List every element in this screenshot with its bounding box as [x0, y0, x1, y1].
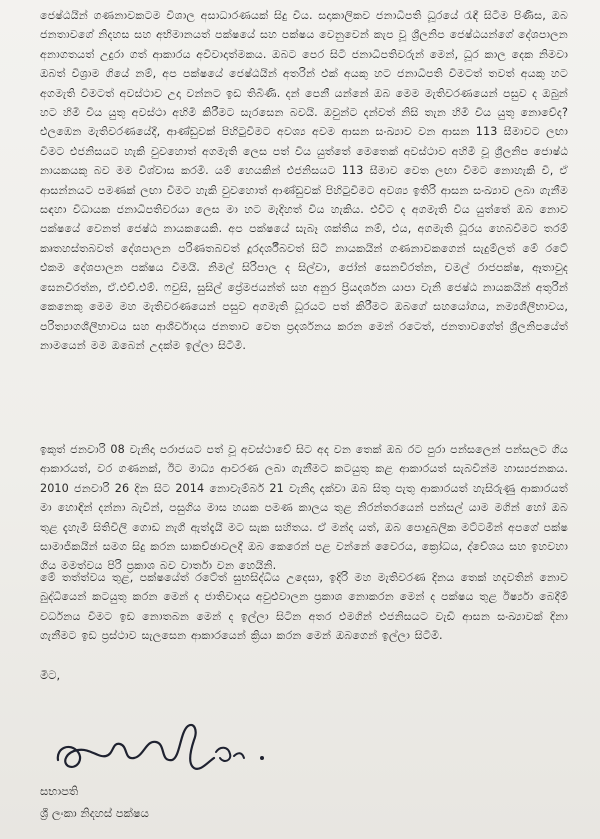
handwritten-signature	[48, 712, 288, 782]
letter-paragraph-2: ඉකුත් ජනවාරි 08 වැනිදා පරාජයට පත් වූ අවස්ථාවේ සිට අද වන තෙක් ඔබ රට පුරා පන්සලෙන් පන්සලට ගිය ආකාරයත්, වර ගණනක්, ඊට මාධ්‍ය ආවරණ ලබා ගැනීමට කටයුතු කළ ආකාරයත් සැබවින්ම හාස්‍යජනකය. 2010 ජනවාරි 26 දින සිට 2014 නොවැම්බර් 21 වැනිදා දක්වා ඔබ සිතු පැතු ආකාරයත් හැසිරුණු ආකාරයත් මා හොඳින් දන්නා බැවින්, පසුගිය මාස හයක පමණ කාලය තුළ නිරන්තරයෙන් පන්සල් යාම මගින් හෝ ඔබ තුළ දැහැමි සිතිවිලි ගොඩ නැගී ඇත්දැයි මට සැක සහිතය. ඒ මන්ද යත්, ඔබ පොදුබලික මට්ටමින් අපගේ පක්ෂ සාමාජිකයින් සමග සිදු කරන සාකච්ඡාවලදී ඔබ කෙරෙන් පළ වන්නේ වෛරය, ක්‍රෝධය, ද්වේශය සහ ඉහවහා ගිය මමත්වය පිරි ප්‍රකාශ බව වාර්තා වන හෙයිනි.	[40, 443, 568, 573]
letter-paragraph-3: මේ තත්ත්වය තුළ, පක්ෂයේත් රටේත් සුභසිද්ධිය උදෙසා, ඉදිරි මහ මැතිවරණ දිනය තෙක් හදවතින් නොව බුද්ධියෙන් කටයුතු කරන මෙන් ද ජාතිවාදය අවුළුවාලන ප්‍රකාශ නොකරන මෙන් ද පක්ෂය තුළ ඊර්ෂ්‍යා බෙදීම් වර්ධනය වීමට ඉඩ නොතබන මෙන් ද ඉල්ලා සිටින අතර එමගින් එජනිසයට වැඩි ආසන සංඛ්‍යාවක් දිනා ගැනීමට ඉඩ ප්‍රස්ථාව සැලසෙන ආකාරයෙන් ක්‍රියා කරන මෙන් ඔබගෙන් ඉල්ලා සිටිමි.	[40, 571, 568, 643]
organization-name: ශ්‍රී ලංකා නිදහස් පක්ෂය	[40, 806, 149, 820]
closing-line: මීට,	[40, 668, 61, 682]
signatory-title: සභාපති	[40, 784, 79, 798]
letter-paragraph-1: ජෙෂ්ඨයින් ගණනාවකටම විශාල අසාධාරණයක් සිදු විය. සදාකාලිකව ජනාධිපති ධූරයේ රැඳී සිටීම පිණිස, ඔබ ජනතාවගේ නිදහස සහ අභිමානයත් පක්ෂයේ සහ පක්ෂය වෙනුවෙන් කැප වූ ශ්‍රීලනිප ජෙෂ්ඨයන්ගේ දේශපාලන අනාගතයත් උදුරා ගත් ආකාරය අවිවාදාත්මකය. ඔබට පෙර සිටි ජනාධිපතිවරුන් මෙන්, ධූර කාල දෙක නිමවා ඔබත් විශ්‍රාම ගියේ නම්, අප පක්ෂයේ ජෙෂ්ඨයින් අතරින් එක් අයකු හට ජනාධිපති විමටත් තවත් අයකු හට අගමැති විමටත් අවස්ථාව උදා වන්නට ඉඩ තිබිණි. දන් පෙනී යන්නේ ඔබ මෙම මැතිවරණයෙන් පසුව ද ඔබුන් හට හිමි විය යුතු අවස්ථා අහිමි කිරීමට සැරසෙන බවයි. ඔවුන්ට දන්වත් නිසි තැන හිමි විය යුතු නොවේද? එලඹෙන මැතිවරණයේදී, ආණ්ඩුවක් පිහිටුවීමට අවශ්‍ය අවම ආසන සංඛ්‍යාව වන ආසන 113 සීමාවට ලඟා වීමට එජනිසයට හැකි වුවහොත් අගමැති ලෙස පත් විය යුත්තේ මෙතෙක් අවස්ථාව අහිමි වූ ශ්‍රීලනිප ජොෂ්ඨ නායකයකු බව මම විශ්වාස කරමි. යම් හෙයකින් එජනිසයට 113 සීමාව වෙත ලඟා වීමට නොහැකි වී, ඒ ආසන්නයට පමණක් ලඟා වීමට හැකි වුවහොත් ආණ්ඩුවක් පිහිටුවීමට අවශ්‍ය ඉතිරි ආසන සංඛ්‍යාව ලබා ගැනීම සඳහා විධායක ජනාධිපතිවරයා ලෙස මා හට මැදිහත් විය හැකිය. එවිට ද අගමැති විය යුත්තේ ඔබ නොව පක්ෂයේ වෙනත් ජෙෂ්ඨ නායකයෙකි. අප පක්ෂයේ සැබෑ ශක්තිය නම්, එය, අගමැති ධූරය හෙබවීමට තරම් කෘතහස්තබවත් දේශපාලන පරිණතබවත් දූරදර්ශීබවත් සිටි නායකයින් ගණනාවකගෙන් සැදුම්ලත් මේ රටේ එකම දේශපාලන පක්ෂය වීමයි. නිමල් සිරිපාල ද සිල්වා, ජෝන් සෙනවිරත්න, චමල් රාජපක්ෂ, ඈතාවුද සෙනවිරත්න, ඒ.එච්.එම්. ෆවුසි, සුසිල් ප්‍රේමජයන්ත් සහ අනුර ප්‍රියදර්ශන යාපා වැනි ජෙෂ්ඨ නායකයින් අතුරින් කෙනෙකු මෙම මහ මැතිවරණයෙන් පසුව අගමැති ධූරයට පත් කිරීමට ඔබගේ සහයෝගය, නම්‍යශීලීභාවය, පරිත්‍යාගශීලීභාවය සහ ආශීර්වාදය ජනතාව වෙත ප්‍රදර්ශනය කරන මෙන් රටෙත්, ජනතාවගේත් ශ්‍රීලනිපයේත් නාමයෙන් මම ඔබෙන් උදක්ම ඉල්ලා සිටිමි.	[40, 9, 568, 352]
